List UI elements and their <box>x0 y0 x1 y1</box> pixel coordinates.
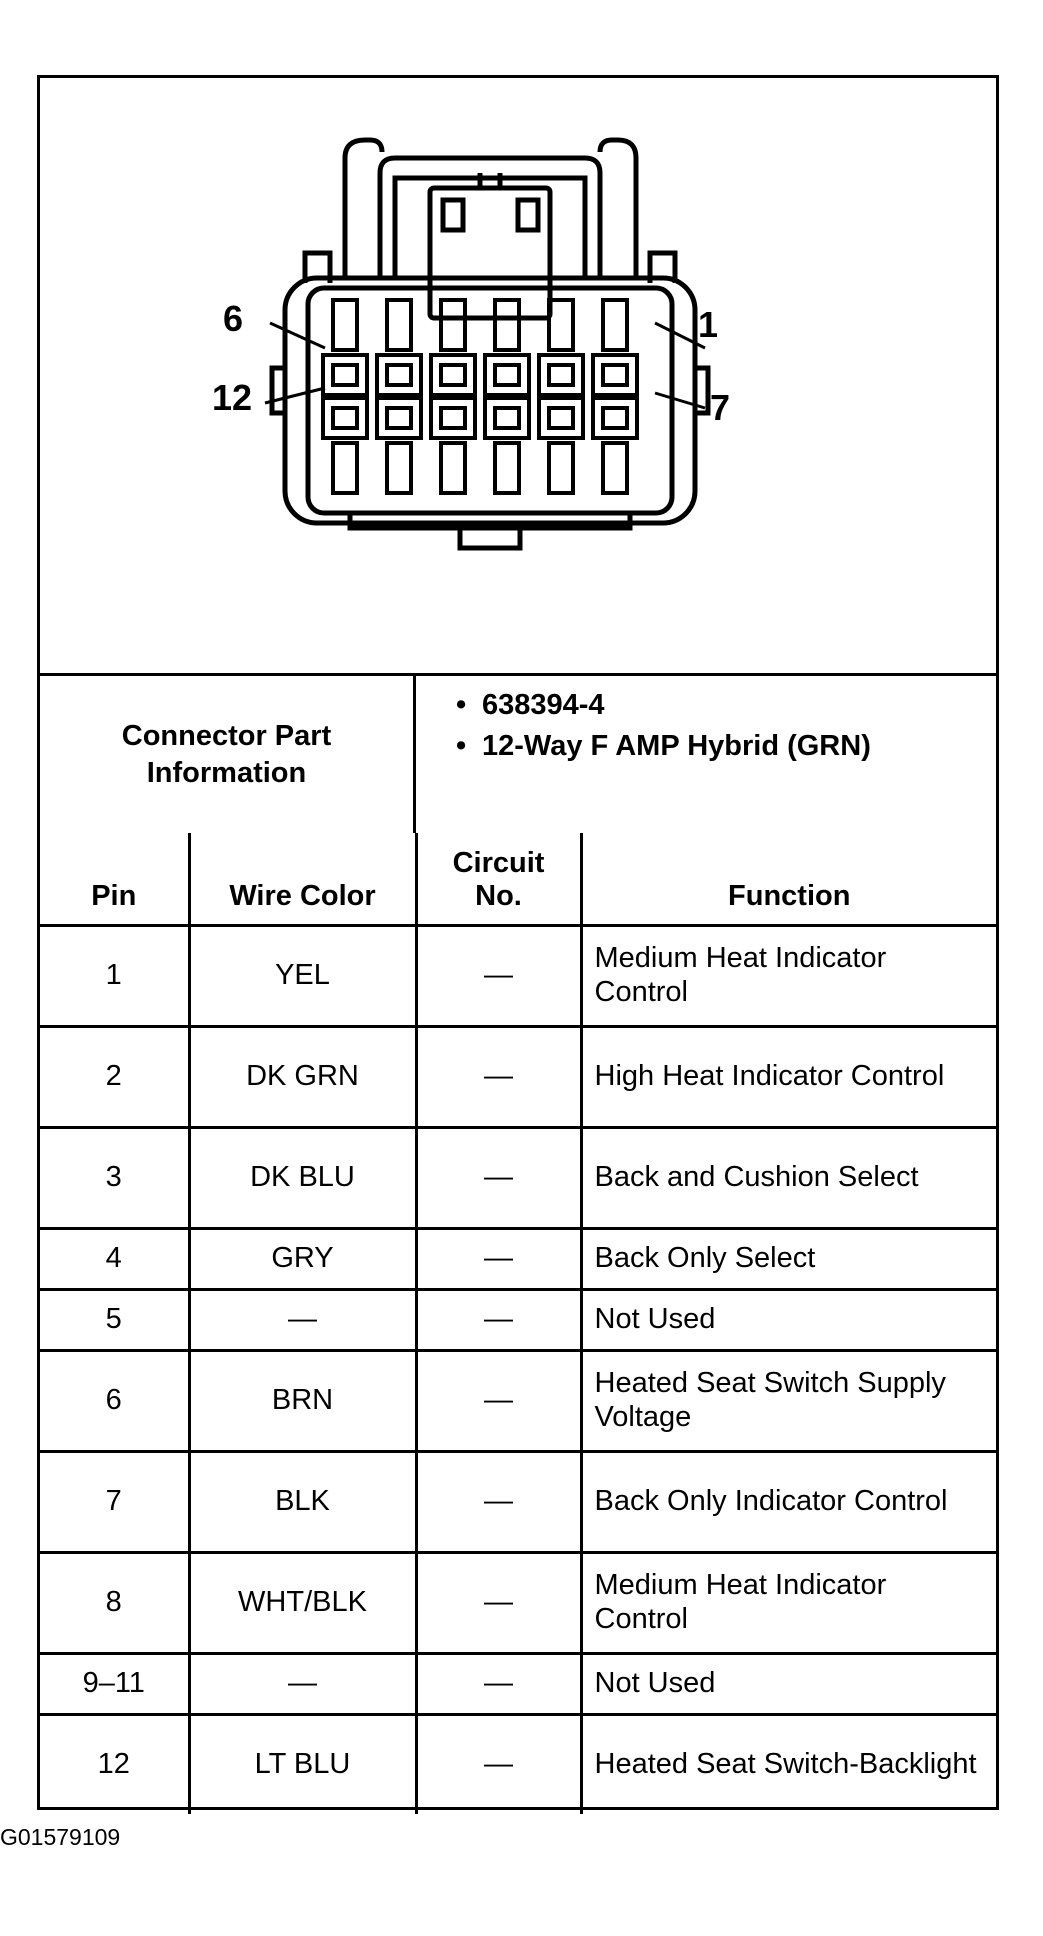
cell-function: Back and Cushion Select <box>581 1127 996 1228</box>
table-row <box>40 1350 996 1451</box>
table-row <box>40 1026 996 1127</box>
connector-part-info-list <box>416 676 996 833</box>
pin-cavity <box>377 398 421 493</box>
cell-circuit-no: — <box>416 1552 581 1653</box>
cell-circuit-no: — <box>416 1653 581 1714</box>
table-row <box>40 1289 996 1350</box>
cell-pin: 9–11 <box>40 1653 189 1714</box>
pin-cavity <box>323 398 367 493</box>
cell-circuit-no: — <box>416 925 581 1026</box>
pin-cavity <box>485 398 529 493</box>
cell-pin: 1 <box>40 925 189 1026</box>
cell-pin: 3 <box>40 1127 189 1228</box>
table-row <box>40 925 996 1026</box>
connector-part-number: • 638394-4 <box>456 688 996 723</box>
table-row <box>40 1451 996 1552</box>
cell-function: Back Only Select <box>581 1228 996 1289</box>
cell-circuit-no: — <box>416 1127 581 1228</box>
cell-pin: 7 <box>40 1451 189 1552</box>
connector-diagram <box>40 78 996 673</box>
connector-drawing <box>40 78 996 673</box>
pinout-table <box>40 833 996 1814</box>
pin-cavity <box>377 300 421 395</box>
connector-type: • 12-Way F AMP Hybrid (GRN) <box>456 729 996 764</box>
cell-circuit-no: — <box>416 1289 581 1350</box>
cell-wire-color: — <box>189 1653 416 1714</box>
cell-function: Heated Seat Switch-Backlight <box>581 1714 996 1814</box>
table-row <box>40 1127 996 1228</box>
cell-circuit-no: — <box>416 1026 581 1127</box>
cell-function: Medium Heat Indicator Control <box>581 925 996 1026</box>
cell-circuit-no: — <box>416 1714 581 1814</box>
table-row <box>40 1552 996 1653</box>
cell-wire-color: YEL <box>189 925 416 1026</box>
cell-function: Not Used <box>581 1289 996 1350</box>
header-function: Function <box>581 833 996 925</box>
pin-label-12: 12 <box>212 377 253 418</box>
pin-label-7: 7 <box>710 387 731 428</box>
connector-part-info-label: Connector Part Information <box>40 676 416 833</box>
header-pin: Pin <box>40 833 189 925</box>
cell-function: Back Only Indicator Control <box>581 1451 996 1552</box>
pin-label-6: 6 <box>223 298 244 339</box>
table-row <box>40 1653 996 1714</box>
connector-part-info <box>40 673 996 833</box>
cell-function: Medium Heat Indicator Control <box>581 1552 996 1653</box>
header-wire-color: Wire Color <box>189 833 416 925</box>
pin-label-1: 1 <box>698 304 719 345</box>
cell-circuit-no: — <box>416 1350 581 1451</box>
pin-cavity <box>485 300 529 395</box>
pin-cavity <box>539 300 583 395</box>
cell-pin: 8 <box>40 1552 189 1653</box>
cell-pin: 5 <box>40 1289 189 1350</box>
pin-cavity <box>539 398 583 493</box>
cell-wire-color: LT BLU <box>189 1714 416 1814</box>
pin-cavity <box>593 300 637 395</box>
cell-wire-color: — <box>189 1289 416 1350</box>
figure-id: G01579109 <box>0 1824 121 1850</box>
connector-figure <box>37 75 999 1810</box>
header-circuit-no: Circuit No. <box>416 833 581 925</box>
cell-circuit-no: — <box>416 1451 581 1552</box>
cell-function: High Heat Indicator Control <box>581 1026 996 1127</box>
cell-pin: 12 <box>40 1714 189 1814</box>
cell-wire-color: BLK <box>189 1451 416 1552</box>
cell-pin: 2 <box>40 1026 189 1127</box>
pin-cavity <box>323 300 367 395</box>
cell-wire-color: DK GRN <box>189 1026 416 1127</box>
pin-cavity <box>593 398 637 493</box>
cell-pin: 4 <box>40 1228 189 1289</box>
cell-function: Heated Seat Switch Supply Voltage <box>581 1350 996 1451</box>
cell-wire-color: DK BLU <box>189 1127 416 1228</box>
cell-wire-color: GRY <box>189 1228 416 1289</box>
cell-function: Not Used <box>581 1653 996 1714</box>
table-header-row <box>40 833 996 925</box>
table-row <box>40 1714 996 1814</box>
cell-wire-color: WHT/BLK <box>189 1552 416 1653</box>
cell-wire-color: BRN <box>189 1350 416 1451</box>
pin-cavity <box>431 300 475 395</box>
pin-cavity <box>431 398 475 493</box>
cell-circuit-no: — <box>416 1228 581 1289</box>
table-row <box>40 1228 996 1289</box>
cell-pin: 6 <box>40 1350 189 1451</box>
